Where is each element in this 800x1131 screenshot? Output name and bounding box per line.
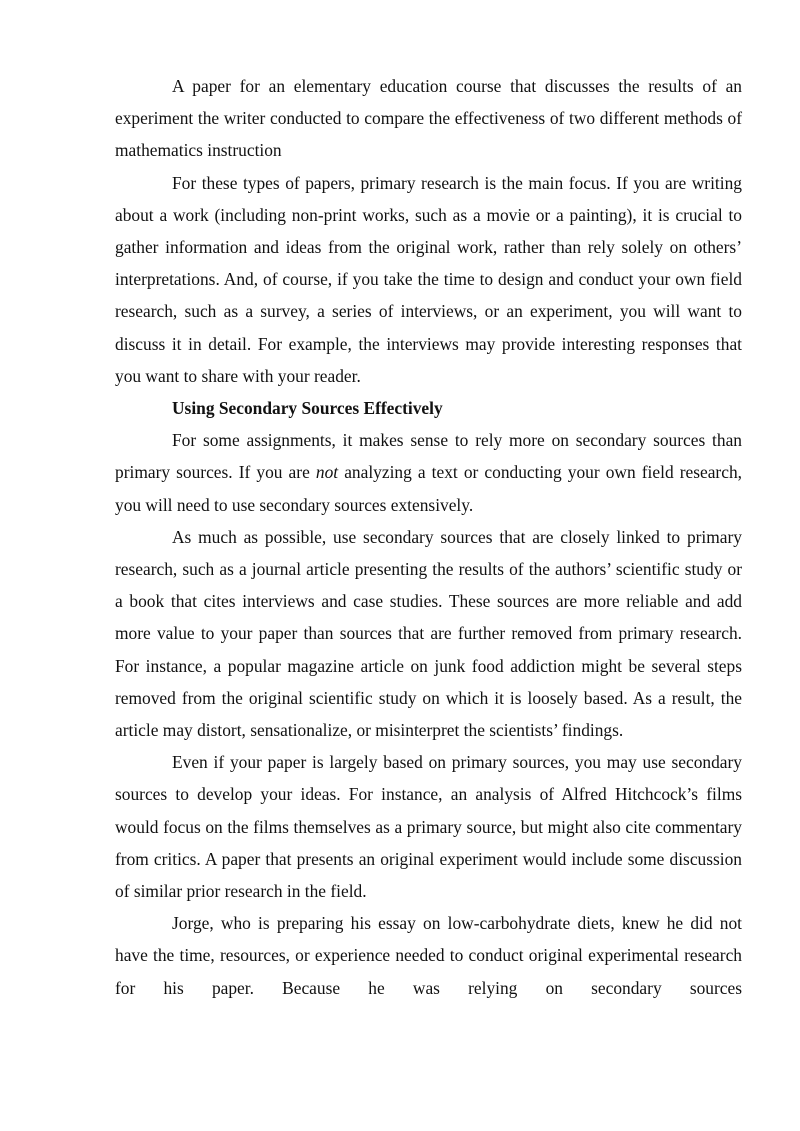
paragraph-example-item: [115, 70, 742, 167]
document-body: [115, 70, 742, 1004]
paragraph-text: Jorge, who is preparing his essay on low-carbohydrate diets, knew he did not have the time, resources, or experience needed to conduct original experimental research for his paper. Because he was relying on secondary sources: [115, 913, 742, 998]
paragraph-text: As much as possible, use secondary sources that are closely linked to primary research, such as a journal article presenting the results of the authors’ scientific study or a book that cites interviews and case studies. These sources are more reliable and add more value to your paper than sources that are further removed from primary research. For instance, a popular magazine article on junk food addiction might be several steps removed from the original scientific study on which it is loosely based. As a result, the article may distort, sensationalize, or misinterpret the scientists’ findings.: [115, 526, 742, 741]
paragraph-text: A paper for an elementary education course that discusses the results of an experiment the writer conducted to compare the effectiveness of two different methods of mathematics instruction: [115, 76, 742, 161]
paragraph-linked-sources: [115, 521, 742, 746]
section-heading: Using Secondary Sources Effectively: [172, 398, 443, 419]
paragraph-secondary-assignments: [115, 424, 742, 521]
paragraph-text-before: For some assignments, it makes sense to rely more on secondary sources than primary sources. If you are: [115, 430, 742, 483]
paragraph-text: Even if your paper is largely based on primary sources, you may use secondary sources to develop your ideas. For instance, an analysis of Alfred Hitchcock’s films would focus on the films themselves as a primary source, but might also cite commentary from critics. A paper that presents an original experiment would include some discussion of similar prior research in the field.: [115, 752, 742, 902]
paragraph-develop-ideas: [115, 746, 742, 907]
paragraph-text-after: analyzing a text or conducting your own field research, you will need to use secondary sources extensively.: [115, 462, 742, 515]
paragraph-jorge-example: [115, 907, 742, 1004]
paragraph-primary-research-focus: [115, 167, 742, 392]
paragraph-text: For these types of papers, primary research is the main focus. If you are writing about a work (including non-print works, such as a movie or a painting), it is crucial to gather information and ideas from the original work, rather than rely solely on others’ interpretations. And, of course, if you take the time to design and conduct your own field research, such as a survey, a series of interviews, or an experiment, you will want to discuss it in detail. For example, the interviews may provide interesting responses that you want to share with your reader.: [115, 172, 742, 386]
emphasis-text: not: [315, 462, 339, 483]
